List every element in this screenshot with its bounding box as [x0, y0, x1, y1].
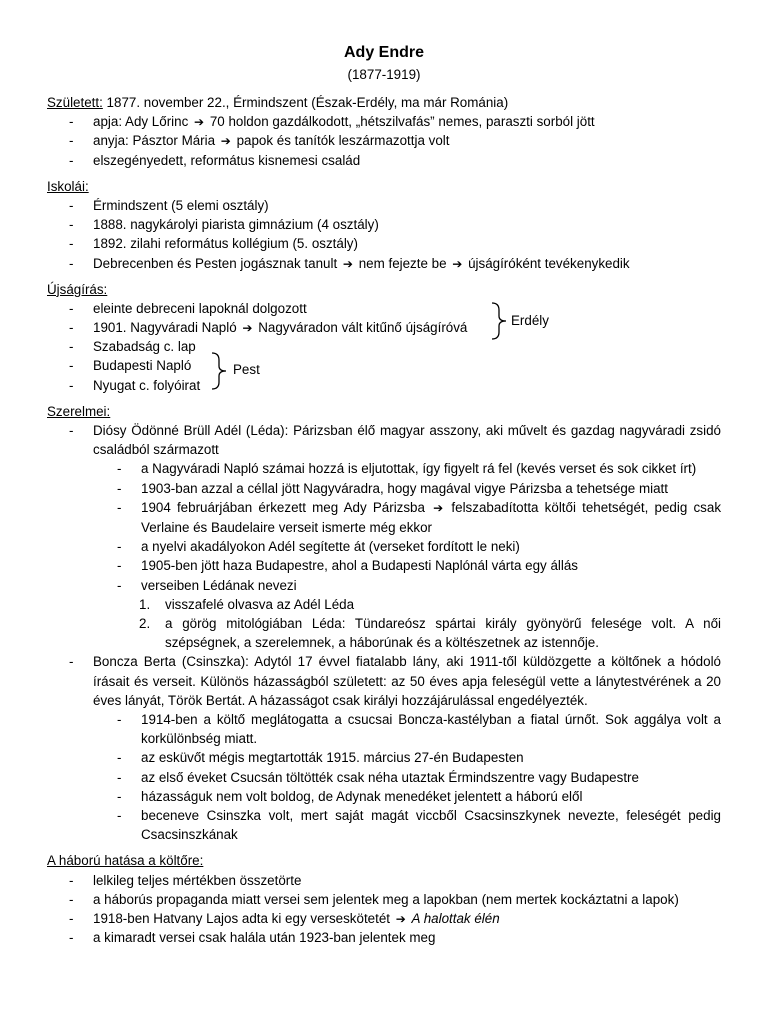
list-item: - Nyugat c. folyóirat — [69, 377, 201, 393]
list-item: - apja: Ady Lőrinc ➔ 70 holdon gazdálkodott, „hétszilvafás” nemes, paraszti sorból jött — [69, 114, 595, 130]
list-item: - 1918-ben Hatvany Lajos adta ki egy verseskötetét ➔ A halottak élén — [69, 910, 500, 926]
arrow-right-icon: ➔ — [433, 500, 444, 515]
book-title: A halottak élén — [411, 910, 500, 926]
item-text: beceneve Csinszka volt, mert saját magát viccből Csacsinszkynek nevezte, feleségét pedig Csacsinszkának — [141, 807, 721, 843]
item-text: 1888. nagykárolyi piarista gimnázium (4 osztály) — [93, 217, 379, 233]
section-schools — [47, 177, 721, 196]
section-heading-journalism: Újságírás: — [47, 281, 108, 297]
list-item-berta: - Boncza Berta (Csinszka): Adytól 17 évvel fiatalabb lány, aki 1911-től küldözgette a költőnek a hódoló írásait és verseit. Különös házasságból született: az 50 éves apja feleségül vette a lánytestvérének a 20 éves lányát, Török Bertát. A házasságot csak királyi hozzájárulással engedélyezték. — [69, 654, 721, 708]
item-text: eleinte debreceni lapoknál dolgozott — [93, 300, 307, 316]
item-text: verseiben Lédának nevezi — [141, 577, 297, 593]
section-heading-born: Született: — [47, 95, 103, 110]
list-item: - 1905-ben jött haza Budapestre, ahol a Budapesti Naplónál várta egy állás — [117, 558, 578, 574]
curly-brace-icon — [209, 351, 229, 391]
item-number: 2. — [139, 615, 151, 631]
item-text: 1903-ban azzal a céllal jött Nagyváradra, hogy magával vigye Párizsba a tehetsége miatt — [141, 480, 668, 496]
list-item: - a háborús propaganda miatt versei sem jelentek meg a lapokban (nem mertek kockáztatni a lapok) — [69, 891, 679, 907]
item-text: a kimaradt versei csak halála után 1923-ban jelentek meg — [93, 930, 436, 946]
list-item: - 1903-ban azzal a céllal jött Nagyváradra, hogy magával vigye Párizsba a tehetsége miatt — [117, 480, 668, 496]
item-text: 1901. Nagyváradi Napló — [93, 320, 237, 336]
brace-label-pest: Pest — [233, 361, 260, 377]
section-journalism — [47, 280, 721, 395]
item-text: 1905-ben jött haza Budapestre, ahol a Budapesti Naplónál várta egy állás — [141, 558, 578, 574]
item-text: újságíróként tevékenykedik — [468, 255, 630, 271]
item-text: a nyelvi akadályokon Adél segítette át (verseket fordított le neki) — [141, 539, 520, 555]
list-item: - a Nagyváradi Napló számai hozzá is eljutottak, így figyelt rá fel (kevés verset és sok cikket írt) — [117, 461, 697, 477]
numbered-item — [47, 595, 721, 614]
section-heading-schools: Iskolái: — [47, 178, 89, 194]
list-item: - verseiben Lédának nevezi — [117, 577, 297, 593]
list-item: - Debrecenben és Pesten jogásznak tanult ➔ nem fejezte be ➔ újságíróként tevékenykedik — [69, 255, 630, 271]
list-item: - 1901. Nagyváradi Napló ➔ Nagyváradon vált kitűnő újságíróvá — [69, 320, 468, 336]
list-item: - 1904 februárjában érkezett meg Ady Párizsba ➔ felszabadította költői tehetségét, pedig csak Verlaine és Baudelaire verseit ismerte még ekkor — [117, 499, 722, 535]
item-text: Boncza Berta (Csinszka): Adytól 17 évvel fiatalabb lány, aki 1911-től küldözgette a költőnek a hódoló írásait és verseit. Különös házasságból született: az 50 éves apja feleségül vette a lánytestvérének a 20 éves lányát, Török Bertát. A házasságot csak királyi hozzájárulással engedélyezték. — [93, 654, 721, 708]
item-text: Budapesti Napló — [93, 358, 192, 374]
item-text: az esküvőt mégis megtartották 1915. március 27-én Budapesten — [141, 750, 524, 766]
arrow-right-icon: ➔ — [194, 115, 205, 130]
arrow-right-icon: ➔ — [395, 911, 406, 926]
item-text: anyja: Pásztor Mária — [93, 133, 216, 149]
list-item: - 1888. nagykárolyi piarista gimnázium (4 osztály) — [69, 217, 379, 233]
arrow-right-icon: ➔ — [220, 134, 231, 149]
arrow-right-icon: ➔ — [452, 256, 463, 271]
item-text: 1918-ben Hatvany Lajos adta ki egy verseskötetét — [93, 910, 391, 926]
curly-brace-icon — [489, 301, 509, 341]
item-text: Diósy Ödönné Brüll Adél (Léda): Párizsban élő magyar asszony, aki művelt és gazdag nagyváradi zsidó családból származott — [93, 423, 721, 458]
page-subtitle-years: (1877-1919) — [347, 67, 421, 82]
list-item: - anyja: Pásztor Mária ➔ papok és tanítók leszármazottja volt — [69, 133, 450, 149]
arrow-right-icon: ➔ — [242, 321, 253, 336]
section-war — [47, 851, 721, 870]
item-text: az első éveket Csucsán töltötték csak néha utaztak Érmindszentre vagy Budapestre — [141, 769, 639, 785]
item-text: felszabadította költői tehetségét, pedig csak Verlaine és Baudelaire verseit ismerte még ekkor — [141, 499, 722, 535]
list-item: - az első éveket Csucsán töltötték csak néha utaztak Érmindszentre vagy Budapestre — [117, 769, 639, 785]
item-text: 1904 februárjában érkezett meg Ady Párizsba — [141, 499, 425, 515]
item-number: 1. — [139, 596, 151, 612]
item-text: lelkileg teljes mértékben összetörte — [93, 872, 302, 888]
list-item: - Budapesti Napló — [69, 358, 192, 374]
item-text: a görög mitológiában Léda: Tündareósz spártai király gyönyörű felesége volt. A női szépségnek, a szerelemnek, a háborúnak és a költészetnek az istennője. — [165, 615, 721, 651]
list-item: - 1892. zilahi református kollégium (5. osztály) — [69, 236, 358, 252]
page-title: Ady Endre — [343, 44, 424, 61]
list-item: - lelkileg teljes mértékben összetörte — [69, 872, 302, 888]
list-item: - eleinte debreceni lapoknál dolgozott — [69, 300, 307, 316]
born-text: 1877. november 22., Érmindszent (Észak-Erdély, ma már Románia) — [102, 95, 509, 110]
item-text: elszegényedett, református kisnemesi család — [93, 152, 361, 168]
list-item: - házasságuk nem volt boldog, de Adynak menedéket jelentett a háború elől — [117, 788, 583, 804]
item-text: 70 holdon gazdálkodott, „hétszilvafás” nemes, paraszti sorból jött — [209, 114, 595, 130]
list-item: - a nyelvi akadályokon Adél segítette át (verseket fordított le neki) — [117, 539, 520, 555]
list-item: - 1914-ben a költő meglátogatta a csucsai Boncza-kastélyban a fiatal úrnőt. Sok aggálya volt a korkülönbség miatt. — [117, 711, 721, 747]
list-item-leda: - Diósy Ödönné Brüll Adél (Léda): Párizsban élő magyar asszony, aki művelt és gazdag nagyváradi zsidó családból származott — [69, 423, 721, 458]
item-text: a Nagyváradi Napló számai hozzá is eljutottak, így figyelt rá fel (kevés verset és sok cikket írt) — [141, 461, 697, 477]
section-born — [47, 93, 721, 112]
item-text: Nagyváradon vált kitűnő újságíróvá — [258, 320, 468, 336]
item-text: Érmindszent (5 elemi osztály) — [93, 197, 269, 213]
item-text: papok és tanítók leszármazottja volt — [236, 133, 450, 149]
item-text: Nyugat c. folyóirat — [93, 377, 201, 393]
list-item: - Szabadság c. lap — [69, 339, 196, 355]
section-loves — [47, 402, 721, 421]
list-item: - elszegényedett, református kisnemesi család — [69, 152, 361, 168]
item-text: a háborús propaganda miatt versei sem jelentek meg a lapokban (nem mertek kockáztatni a lapok) — [93, 891, 679, 907]
document-body — [47, 93, 721, 947]
list-item: - a kimaradt versei csak halála után 1923-ban jelentek meg — [69, 930, 436, 946]
item-text: Debrecenben és Pesten jogásznak tanult — [93, 255, 338, 271]
item-text: Szabadság c. lap — [93, 339, 196, 355]
brace-label-erdely: Erdély — [511, 312, 549, 328]
item-text: 1892. zilahi református kollégium (5. osztály) — [93, 236, 358, 252]
item-text: nem fejezte be — [358, 255, 447, 271]
numbered-item — [47, 614, 721, 652]
item-text: apja: Ady Lőrinc — [93, 114, 189, 130]
section-heading-war: A háború hatása a költőre: — [47, 853, 204, 869]
arrow-right-icon: ➔ — [342, 256, 353, 271]
list-item: - beceneve Csinszka volt, mert saját magát viccből Csacsinszkynek nevezte, feleségét pedig Csacsinszkának — [117, 807, 721, 843]
list-item: - az esküvőt mégis megtartották 1915. március 27-én Budapesten — [117, 750, 524, 766]
list-item: - Érmindszent (5 elemi osztály) — [69, 197, 269, 213]
section-heading-loves: Szerelmei: — [47, 403, 111, 419]
item-text: 1914-ben a költő meglátogatta a csucsai Boncza-kastélyban a fiatal úrnőt. Sok aggálya volt a korkülönbség miatt. — [141, 711, 721, 747]
item-text: visszafelé olvasva az Adél Léda — [165, 596, 355, 612]
item-text: házasságuk nem volt boldog, de Adynak menedéket jelentett a háború elől — [141, 788, 583, 804]
